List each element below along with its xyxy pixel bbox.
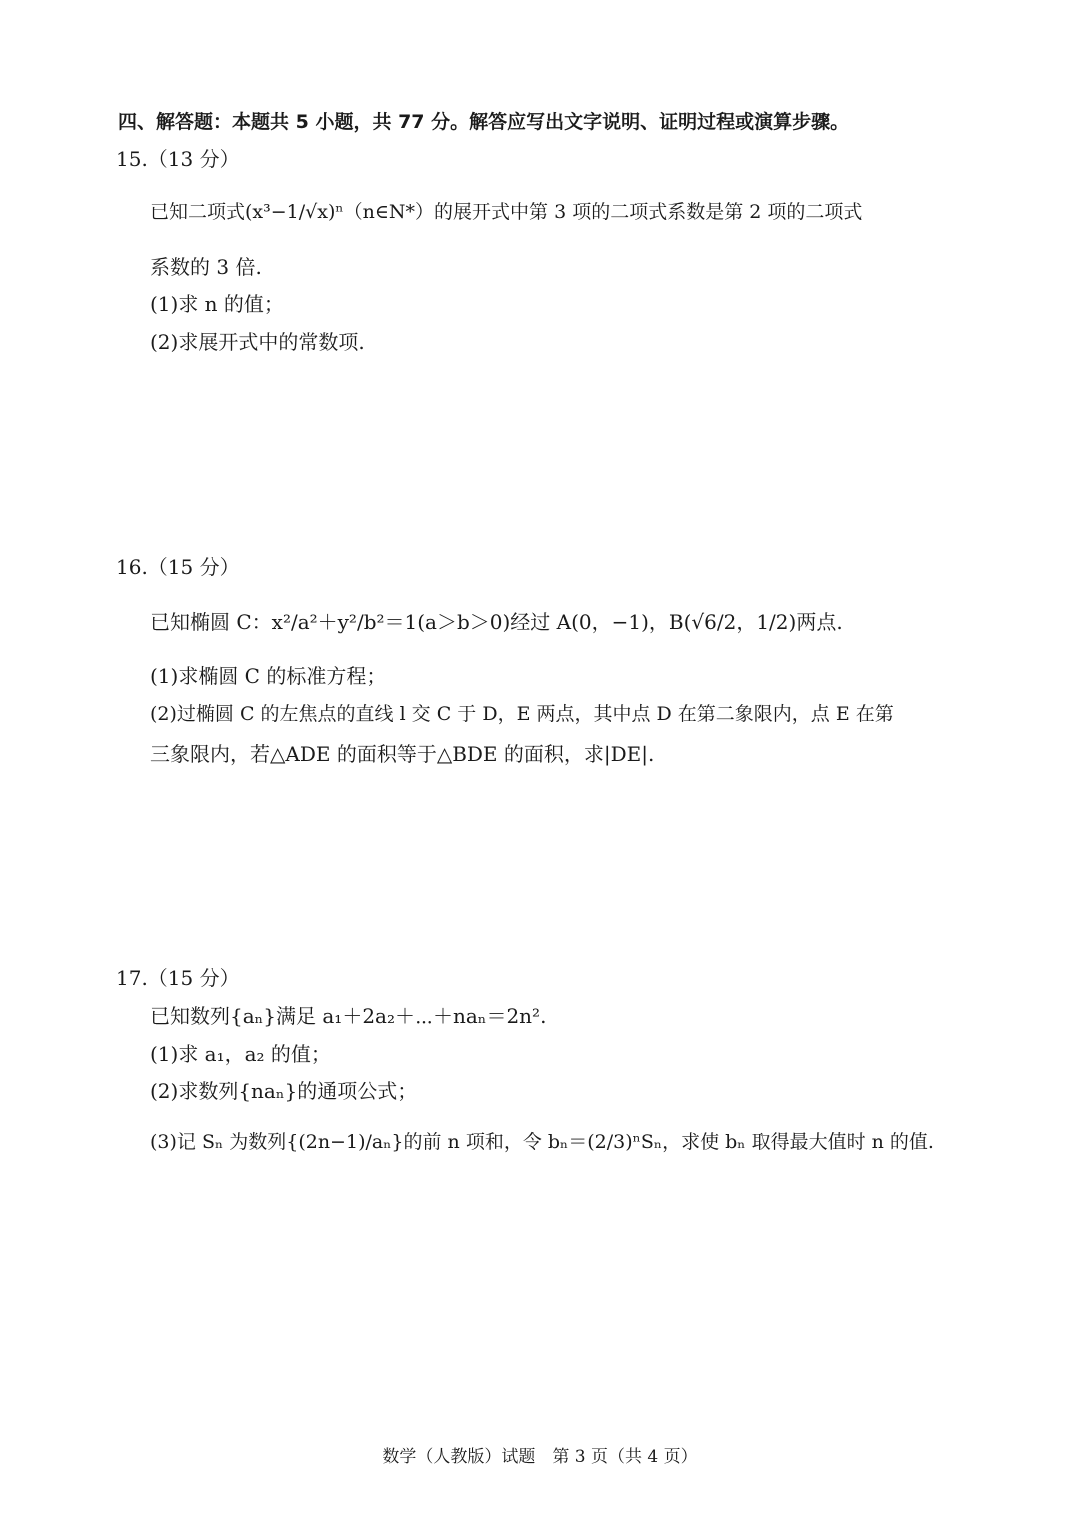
q16-part2-line2: 三象限内，若△ADE 的面积等于△BDE 的面积，求|DE|. [150,742,655,766]
q15-stem-line2: 系数的 3 倍. [150,255,262,279]
q16-part2-line1: (2)过椭圆 C 的左焦点的直线 l 交 C 于 D，E 两点，其中点 D 在第二象限内，点 E 在第 [150,703,894,725]
q15-header: 15.（13 分） [116,147,240,171]
q15-stem-line1: 已知二项式(x³−1/√x)ⁿ（n∈N*）的展开式中第 3 项的二项式系数是第 2 项的二项式 [150,201,863,223]
q16-stem: 已知椭圆 C：x²/a²＋y²/b²＝1(a＞b＞0)经过 A(0，−1)，B(√6/2，1/2)两点. [150,610,843,634]
q16-header: 16.（15 分） [116,555,240,579]
q17-part2: (2)求数列{naₙ}的通项公式； [150,1079,418,1103]
q17-stem: 已知数列{aₙ}满足 a₁＋2a₂＋⋯＋naₙ＝2n². [150,1004,547,1028]
page-footer: 数学（人教版）试题 第 3 页（共 4 页） [382,1447,698,1467]
section-header: 四、解答题：本题共 5 小题，共 77 分。解答应写出文字说明、证明过程或演算步骤。 [118,111,850,133]
q15-part2: (2)求展开式中的常数项. [150,330,365,354]
q15-part1: (1)求 n 的值； [150,292,284,316]
q17-part1: (1)求 a₁，a₂ 的值； [150,1042,331,1066]
q17-part3: (3)记 Sₙ 为数列{(2n−1)/aₙ}的前 n 项和，令 bₙ＝(2/3)ⁿSₙ，求使 bₙ 取得最大值时 n 的值. [150,1131,934,1153]
q17-header: 17.（15 分） [116,966,240,990]
q16-part1: (1)求椭圆 C 的标准方程； [150,664,387,688]
